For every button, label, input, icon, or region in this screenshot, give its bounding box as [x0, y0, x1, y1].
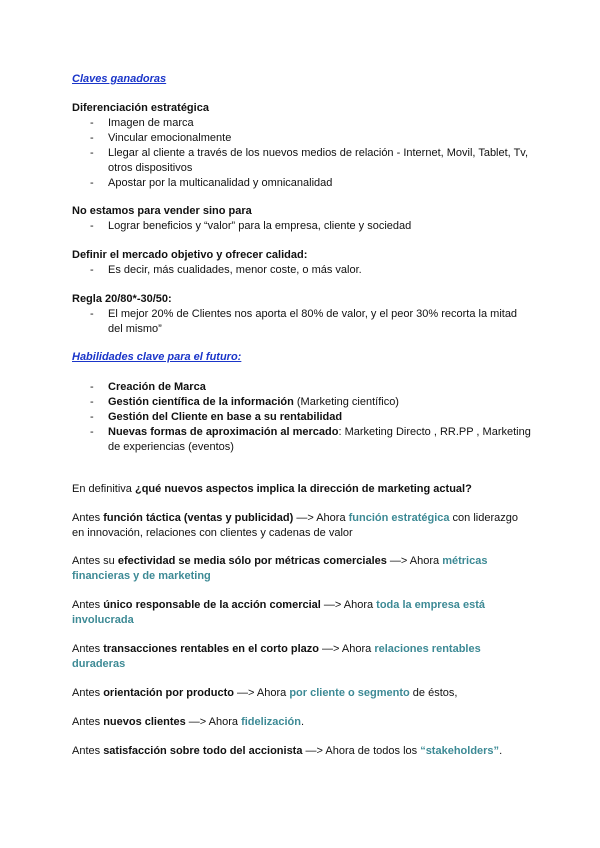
antes-value: función táctica (ventas y publicidad): [103, 512, 294, 524]
antes-line: [72, 511, 532, 541]
ahora-value: fidelización: [241, 716, 301, 728]
list-item: [72, 380, 532, 395]
antes-ahora-0: [72, 511, 532, 541]
antes-value: nuevos clientes: [103, 716, 186, 728]
diferenciacion-section: [72, 101, 532, 191]
list-item: [72, 410, 532, 425]
antes-value: efectividad se media sólo por métricas comerciales: [117, 555, 387, 567]
ahora-label: —> Ahora: [233, 687, 290, 699]
antes-value: orientación por producto: [103, 687, 234, 699]
antes-label: Antes: [72, 745, 104, 757]
ahora-value: relaciones rentables duraderas: [72, 643, 481, 670]
list-item: - Apostar por la multicanalidad y omnicanalidad: [72, 176, 532, 191]
habilidades-section: [72, 380, 532, 455]
list-item: - Es decir, más cualidades, menor coste, o más valor.: [72, 263, 532, 278]
list-item: - Imagen de marca: [72, 116, 532, 131]
antes-label: Antes: [72, 716, 104, 728]
section-heading: Regla 20/80*-30/50:: [72, 293, 172, 305]
antes-line: [72, 744, 532, 759]
antes-ahora-1: [72, 554, 532, 584]
antes-label: Antes su: [72, 555, 118, 567]
list-item: - Vincular emocionalmente: [72, 131, 532, 146]
ahora-label: —> Ahora: [318, 643, 375, 655]
antes-line: [72, 715, 532, 730]
antes-label: Antes: [72, 599, 104, 611]
antes-ahora-3: [72, 642, 532, 672]
item-bold-text: Creación de Marca: [108, 381, 206, 393]
question-block: [72, 482, 532, 497]
regla-list: [72, 307, 532, 337]
claves-title-block: [72, 72, 532, 87]
antes-line: [72, 686, 532, 701]
antes-line: [72, 642, 532, 672]
habilidades-list: [72, 380, 532, 455]
list-item: [72, 425, 532, 455]
regla-section: [72, 292, 532, 337]
mercado-list: [72, 263, 532, 278]
ahora-value: toda la empresa está involucrada: [72, 599, 486, 626]
ahora-label: —> Ahora: [320, 599, 377, 611]
ahora-value: por cliente o segmento: [289, 687, 410, 699]
section-heading: Diferenciación estratégica: [72, 102, 209, 114]
ahora-label: —> Ahora: [185, 716, 242, 728]
section-heading: Definir el mercado objetivo y ofrecer calidad:: [72, 249, 308, 261]
antes-ahora-5: [72, 715, 532, 730]
ahora-rest: .: [300, 716, 305, 728]
antes-label: Antes: [72, 512, 104, 524]
mercado-section: [72, 248, 532, 278]
antes-line: [72, 598, 532, 628]
ahora-value: “stakeholders”: [420, 745, 500, 757]
ahora-value: función estratégica: [348, 512, 450, 524]
antes-value: único responsable de la acción comercial: [103, 599, 321, 611]
question-text: [72, 482, 532, 497]
ahora-label: —> Ahora: [386, 555, 443, 567]
ahora-rest: de éstos,: [409, 687, 458, 699]
item-bold-text: Gestión científica de la información: [108, 396, 294, 408]
antes-label: Antes: [72, 643, 104, 655]
question-pre: En definitiva: [72, 483, 135, 495]
ahora-rest: con liderazgo en innovación, relaciones con clientes y cadenas de valor: [72, 512, 518, 539]
ahora-rest: .: [499, 745, 503, 757]
item-bold-text: Gestión del Cliente en base a su rentabilidad: [108, 411, 343, 423]
antes-ahora-2: [72, 598, 532, 628]
antes-value: transacciones rentables en el corto plazo: [103, 643, 319, 655]
antes-label: Antes: [72, 687, 104, 699]
item-text: (Marketing científico): [293, 396, 399, 408]
ahora-label: —> Ahora: [293, 512, 349, 524]
list-item: - Llegar al cliente a través de los nuevos medios de relación - Internet, Movil, Tablet, Tv, otros dispositivos: [72, 146, 532, 176]
item-bold-text: Nuevas formas de aproximación al mercado: [108, 426, 339, 438]
claves-title-link[interactable]: Claves ganadoras: [72, 73, 167, 85]
habilidades-title-link[interactable]: Habilidades clave para el futuro:: [72, 351, 242, 363]
no-vender-list: [72, 219, 532, 234]
antes-value: satisfacción sobre todo del accionista: [103, 745, 303, 757]
antes-ahora-4: [72, 686, 532, 701]
ahora-label: —> Ahora de todos los: [302, 745, 421, 757]
diferenciacion-list: [72, 116, 532, 191]
question-bold: ¿qué nuevos aspectos implica la dirección de marketing actual?: [134, 483, 472, 495]
ahora-value: métricas financieras y de marketing: [72, 555, 488, 582]
antes-ahora-6: [72, 744, 532, 759]
list-item: [72, 395, 532, 410]
section-heading: No estamos para vender sino para: [72, 205, 252, 217]
item-text: : Marketing Directo , RR.PP , Marketing de experiencias (eventos): [108, 426, 531, 453]
antes-line: [72, 554, 532, 584]
habilidades-title-block: [72, 350, 532, 365]
list-item: - El mejor 20% de Clientes nos aporta el 80% de valor, y el peor 30% recorta la mitad del mismo”: [72, 307, 532, 337]
list-item: - Lograr beneficios y “valor” para la empresa, cliente y sociedad: [72, 219, 532, 234]
no-vender-section: [72, 204, 532, 234]
